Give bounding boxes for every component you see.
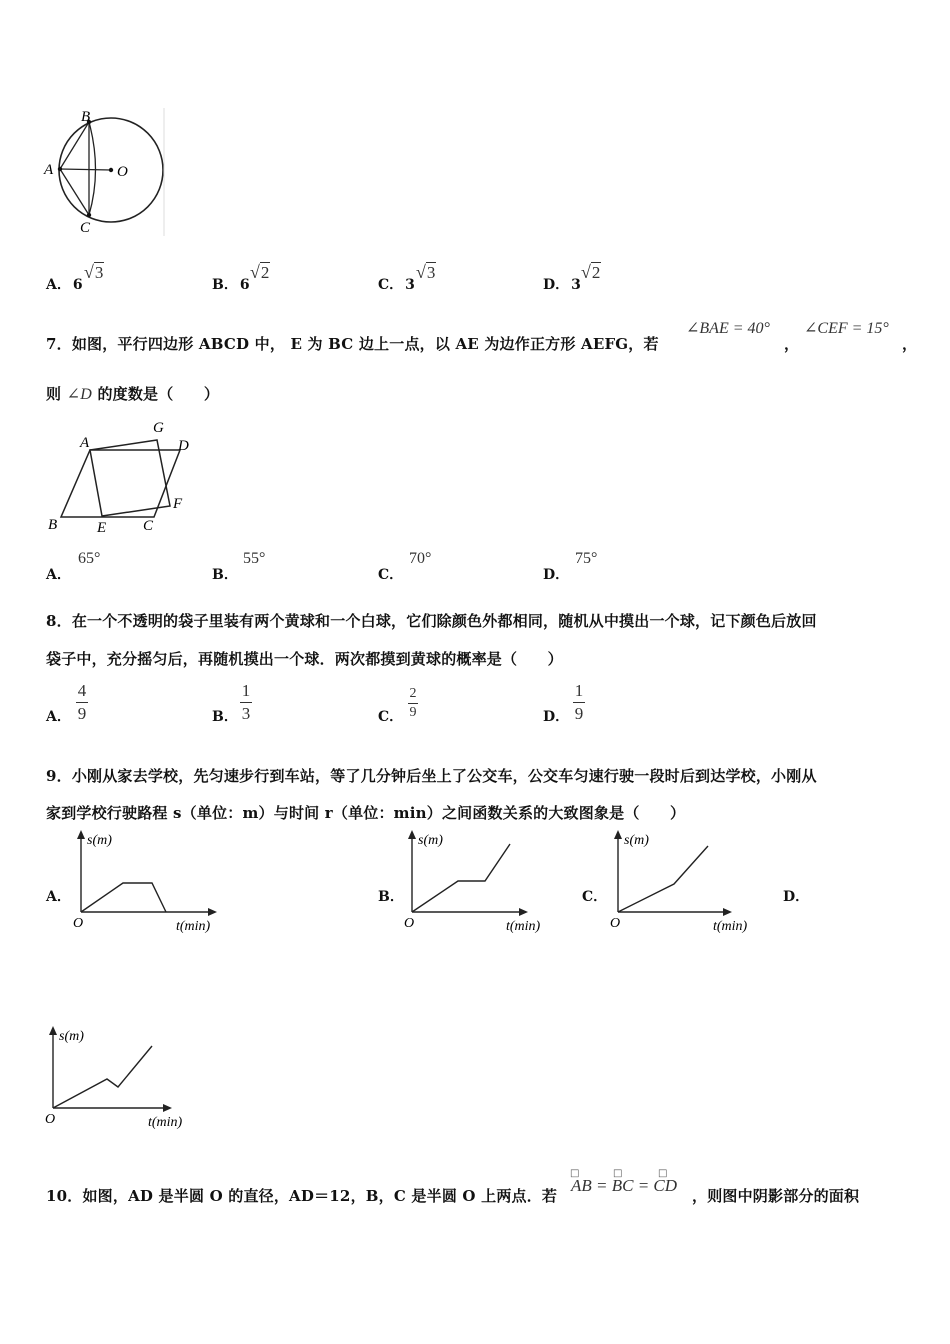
q8-option-b[interactable]: B． bbox=[212, 709, 238, 725]
q6-option-d-sqrt: √2 bbox=[581, 262, 601, 282]
q6-option-a-sqrt: √3 bbox=[84, 262, 104, 282]
q10-arc-equation: AB = BC = CD bbox=[571, 1176, 678, 1195]
q7-square-aefg bbox=[90, 440, 170, 516]
q6-option-a-radicand: 3 bbox=[94, 263, 104, 282]
q8-option-b-fraction bbox=[240, 681, 252, 724]
q8-stem-line1: 8．在一个不透明的袋子里装有两个黄球和一个白球，它们除颜色外都相同，随机从中摸出一个球，记下颜色后放回 bbox=[46, 612, 817, 630]
q9-graph-b-origin: O bbox=[404, 916, 415, 931]
q8-option-c-numerator: 2 bbox=[409, 686, 417, 701]
q8-option-a-denominator: 9 bbox=[77, 704, 87, 723]
q7-condition-cef: ∠CEF = 15° bbox=[804, 320, 889, 337]
q6-option-c-letter: C． bbox=[378, 277, 404, 293]
q8-option-c[interactable]: C． bbox=[378, 709, 404, 725]
q6-label-o: O bbox=[117, 164, 128, 180]
q8-option-a-numerator: 4 bbox=[77, 681, 87, 700]
q7-option-b-value: 55° bbox=[243, 550, 266, 567]
q9-graph-b bbox=[401, 828, 556, 938]
q10-arc-glyph-2: □ bbox=[613, 1168, 623, 1179]
q9-graph-d-xlabel: t(min) bbox=[148, 1115, 183, 1130]
q8-stem-line2: 袋子中，充分摇匀后，再随机摸出一个球．两次都摸到黄球的概率是（ ） bbox=[46, 650, 563, 668]
q7-separator-1: ， bbox=[784, 335, 800, 353]
q7-label-f: F bbox=[173, 496, 183, 512]
q8-option-d-fraction bbox=[573, 681, 585, 724]
q7-option-a[interactable]: A． bbox=[46, 567, 71, 583]
q6-option-a-letter: A． bbox=[46, 277, 71, 293]
q9-graph-b-xlabel: t(min) bbox=[506, 919, 541, 934]
q9-graph-b-ylabel: s(m) bbox=[418, 833, 443, 848]
q7-angle-d: ∠D bbox=[66, 386, 93, 403]
q6-option-b-radicand: 2 bbox=[260, 263, 270, 282]
q9-graph-a-origin: O bbox=[73, 916, 84, 931]
q10-stem-prefix: 10．如图，AD 是半圆 O 的直径，AD＝12，B，C 是半圆 O 上两点．若 bbox=[46, 1187, 558, 1205]
q8-option-c-denominator: 9 bbox=[409, 705, 417, 720]
q9-graph-c bbox=[607, 828, 762, 938]
q7-option-c[interactable]: C． bbox=[378, 567, 404, 583]
q7-condition-bae: ∠BAE = 40° bbox=[686, 320, 770, 337]
q8-option-d[interactable]: D． bbox=[543, 709, 570, 725]
q9-graph-d-ylabel: s(m) bbox=[59, 1029, 84, 1044]
q7-option-a-value: 65° bbox=[78, 550, 101, 567]
q7-parallelogram-figure bbox=[42, 416, 202, 538]
q9-graph-d-origin: O bbox=[45, 1112, 56, 1127]
q6-option-d-coef: 3 bbox=[571, 277, 581, 293]
q7-separator-2: ， bbox=[902, 335, 918, 353]
q7-label-g: G bbox=[153, 420, 164, 436]
q6-option-b-coef: 6 bbox=[239, 277, 250, 293]
q9-graph-c-ylabel: s(m) bbox=[624, 833, 649, 848]
q8-option-d-numerator: 1 bbox=[574, 681, 584, 700]
q6-option-c[interactable] bbox=[378, 274, 415, 294]
q7-label-e: E bbox=[97, 520, 107, 536]
q6-option-b-letter: B． bbox=[212, 277, 238, 293]
q10-stem-suffix: ，则图中阴影部分的面积 bbox=[692, 1187, 860, 1205]
q8-option-a[interactable]: A． bbox=[46, 709, 71, 725]
q7-option-b[interactable]: B． bbox=[212, 567, 238, 583]
q6-option-a[interactable] bbox=[46, 274, 83, 294]
q6-label-a: A bbox=[44, 162, 54, 178]
q7-option-d-value: 75° bbox=[575, 550, 598, 567]
q6-option-b-sqrt: √2 bbox=[250, 262, 270, 282]
q6-option-c-sqrt: √3 bbox=[416, 262, 436, 282]
q9-option-a[interactable]: A． bbox=[46, 889, 71, 905]
q8-option-a-fraction bbox=[76, 681, 88, 724]
q7-label-b: B bbox=[48, 517, 58, 533]
q6-option-c-radicand: 3 bbox=[426, 263, 436, 282]
q9-graph-d-curve bbox=[53, 1046, 152, 1108]
q10-arc-glyph-3: □ bbox=[658, 1168, 668, 1179]
q6-label-b: B bbox=[81, 109, 91, 125]
q7-label-c: C bbox=[143, 518, 154, 534]
q6-label-c: C bbox=[80, 220, 91, 236]
q9-graph-d bbox=[42, 1024, 197, 1134]
q6-option-d-letter: D． bbox=[543, 277, 570, 293]
q10-arc-glyph-1: □ bbox=[570, 1168, 580, 1179]
q8-option-d-denominator: 9 bbox=[574, 704, 584, 723]
q9-option-b[interactable]: B． bbox=[378, 889, 404, 905]
q6-option-b[interactable] bbox=[212, 274, 250, 294]
q8-option-c-fraction bbox=[408, 686, 418, 721]
q8-option-b-denominator: 3 bbox=[241, 704, 251, 723]
q7-line2-suffix: 的度数是（ ） bbox=[97, 385, 220, 403]
q6-circle-figure bbox=[40, 108, 175, 236]
q9-graph-b-curve bbox=[412, 844, 510, 912]
q9-graph-a-ylabel: s(m) bbox=[87, 833, 112, 848]
q9-option-d[interactable]: D． bbox=[783, 889, 810, 905]
q7-option-c-value: 70° bbox=[409, 550, 432, 567]
q6-option-a-coef: 6 bbox=[72, 277, 83, 293]
q9-graph-c-origin: O bbox=[610, 916, 621, 931]
q9-option-c[interactable]: C． bbox=[582, 889, 608, 905]
q7-stem-line2 bbox=[46, 383, 219, 404]
q6-segment-ao bbox=[60, 169, 111, 170]
q9-stem-line2: 家到学校行驶路程 s（单位：m）与时间 r（单位：min）之间函数关系的大致图象是（ ） bbox=[46, 804, 686, 822]
q9-graph-a-xlabel: t(min) bbox=[176, 919, 211, 934]
q6-arc-bc bbox=[89, 122, 96, 215]
q9-graph-c-xlabel: t(min) bbox=[713, 919, 748, 934]
q9-graph-a bbox=[70, 828, 225, 938]
q7-option-d[interactable]: D． bbox=[543, 567, 570, 583]
q6-option-c-coef: 3 bbox=[405, 277, 415, 293]
q9-stem-line1: 9．小刚从家去学校，先匀速步行到车站，等了几分钟后坐上了公交车，公交车匀速行驶一段时后到达学校，小刚从 bbox=[46, 767, 817, 785]
q7-stem-line1: 7．如图，平行四边形 ABCD 中， E 为 BC 边上一点，以 AE 为边作正方形 AEFG，若 bbox=[46, 335, 659, 353]
q7-label-a: A bbox=[80, 435, 90, 451]
q9-graph-a-curve bbox=[81, 883, 166, 912]
q7-label-d: D bbox=[178, 438, 189, 454]
q6-option-d[interactable] bbox=[543, 274, 581, 294]
q6-option-d-radicand: 2 bbox=[591, 263, 601, 282]
q9-graph-c-curve bbox=[618, 846, 708, 912]
q7-line2-prefix: 则 bbox=[46, 385, 62, 403]
q8-option-b-numerator: 1 bbox=[241, 681, 251, 700]
